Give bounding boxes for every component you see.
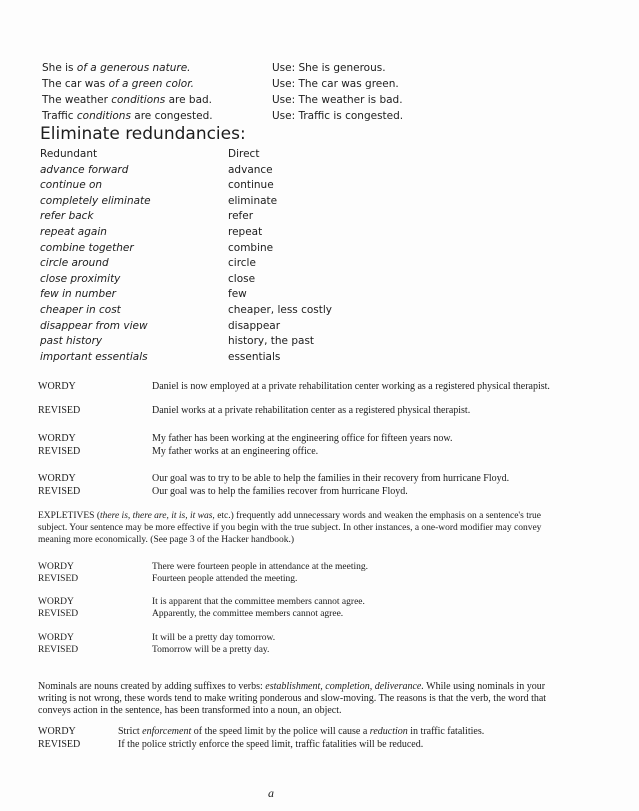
wordy-sentence: It will be a pretty day tomorrow. <box>152 633 276 643</box>
redundant-phrase: continue on <box>40 179 103 192</box>
text: are congested. <box>130 110 213 122</box>
wordy-revised-pair <box>38 726 598 754</box>
wordy-phrase <box>42 76 194 92</box>
direct-phrase: combine <box>228 241 274 254</box>
revised-sentence: Fourteen people attended the meeting. <box>152 574 298 584</box>
revised-sentence: If the police strictly enforce the speed limit, traffic fatalities will be reduced. <box>118 739 424 750</box>
wordy-revised-pair <box>38 381 598 421</box>
direct-phrase: close <box>228 272 256 285</box>
italic-text: conditions <box>76 110 131 122</box>
redundant-phrase: close proximity <box>40 272 121 285</box>
italic-text: of a generous nature. <box>76 62 191 74</box>
direct-phrase: disappear <box>228 319 281 332</box>
revised-sentence: Apparently, the committee members cannot agree. <box>152 609 344 619</box>
redundant-phrase: disappear from view <box>40 319 148 332</box>
wordy-label: WORDY <box>38 562 74 572</box>
redundant-phrase: important essentials <box>40 350 148 363</box>
italic-text: there is, there are, it is, it was, <box>100 511 215 521</box>
wordy-sentence <box>118 726 558 738</box>
use-phrase: Use: She is generous. <box>272 62 386 74</box>
redundancy-row <box>40 163 360 179</box>
uses-row <box>42 60 602 76</box>
section-heading: Eliminate redundancies: <box>40 124 246 144</box>
wordy-revised-pair <box>38 473 598 501</box>
revised-sentence: Daniel works at a private rehabilitation center as a registered physical therapist. <box>152 405 471 416</box>
redundant-phrase: few in number <box>40 288 116 301</box>
uses-row <box>42 76 602 92</box>
redundancy-row <box>40 350 360 366</box>
italic-text: establishment, completion, deliverance. <box>265 681 424 692</box>
wordy-label: WORDY <box>38 633 74 643</box>
text: Strict <box>118 726 143 737</box>
italic-text: enforcement <box>142 726 192 737</box>
text: etc.) frequently add unnecessary words and weaken the emphasis on a sentence's true subject. Your sentence may be more effective if you begin with the true subject. In other instances, a one-word modifier may convey meaning more economically. (See page 3 of the Hacker handbook.) <box>38 511 542 545</box>
revised-label: REVISED <box>38 446 81 457</box>
uses-row <box>42 92 602 108</box>
revised-label: REVISED <box>38 405 81 416</box>
direct-phrase: advance <box>228 163 273 176</box>
use-phrase: Use: Traffic is congested. <box>272 110 404 122</box>
redundant-phrase: completely eliminate <box>40 194 151 207</box>
direct-phrase: essentials <box>228 350 281 363</box>
redundant-phrase: circle around <box>40 257 109 270</box>
italic-text: reduction <box>369 726 408 737</box>
wordy-label: WORDY <box>38 597 74 607</box>
wordy-sentence: Daniel is now employed at a private rehabilitation center working as a registered physical therapist. <box>152 381 550 392</box>
revised-sentence: My father works at an engineering office. <box>152 446 319 457</box>
wordy-revised-pair <box>38 596 598 622</box>
redundancy-row <box>40 241 360 257</box>
revised-sentence: Tomorrow will be a pretty day. <box>152 645 270 655</box>
revised-label: REVISED <box>38 739 81 750</box>
redundant-phrase: advance forward <box>40 163 129 176</box>
wordy-sentence: It is apparent that the committee members cannot agree. <box>152 597 365 607</box>
nominals-paragraph <box>38 681 568 717</box>
redundancy-row <box>40 319 360 335</box>
redundancy-row <box>40 272 360 288</box>
text: Traffic <box>42 110 77 122</box>
wordy-sentence: There were fourteen people in attendance at the meeting. <box>152 562 369 572</box>
direct-phrase: few <box>228 288 247 301</box>
redundancy-header-row <box>40 147 360 163</box>
direct-phrase: cheaper, less costly <box>228 303 333 316</box>
direct-phrase: history, the past <box>228 335 315 348</box>
uses-section <box>42 60 602 124</box>
redundant-phrase: cheaper in cost <box>40 303 121 316</box>
wordy-revised-pair <box>38 433 598 461</box>
wordy-label: WORDY <box>38 381 76 392</box>
wordy-label: WORDY <box>38 433 76 444</box>
text: in traffic fatalities. <box>407 726 485 737</box>
direct-phrase: continue <box>228 179 274 192</box>
expletives-paragraph <box>38 510 558 546</box>
column-header-redundant: Redundant <box>40 148 98 160</box>
redundant-phrase: combine together <box>40 241 134 254</box>
redundancy-row <box>40 334 360 350</box>
redundancy-table <box>40 147 360 365</box>
redundant-phrase: refer back <box>40 210 94 223</box>
revised-label: REVISED <box>38 574 79 584</box>
redundant-phrase: past history <box>40 335 103 348</box>
wordy-sentence: Our goal was to try to be able to help the families in their recovery from hurricane Floyd. <box>152 473 510 484</box>
direct-phrase: repeat <box>228 225 263 238</box>
redundancy-row <box>40 178 360 194</box>
column-header-direct: Direct <box>228 148 260 160</box>
text: She is <box>42 62 77 74</box>
redundancy-row <box>40 194 360 210</box>
wordy-sentence: My father has been working at the engineering office for fifteen years now. <box>152 433 453 444</box>
use-phrase: Use: The weather is bad. <box>272 94 403 106</box>
revised-label: REVISED <box>38 486 81 497</box>
text: Nominals are nouns created by adding suffixes to verbs: <box>38 681 266 692</box>
direct-phrase: refer <box>228 210 254 223</box>
text: The car was <box>42 78 109 90</box>
text: The weather <box>42 94 112 106</box>
redundancy-row <box>40 287 360 303</box>
text: While using nominals in your writing is not wrong, these words tend to make writing ponderous and slow-moving. The reasons is that the verb, the word that conveys action in the sentence, has been transformed into a noun, an object. <box>38 681 547 716</box>
revised-sentence: Our goal was to help the families recover from hurricane Floyd. <box>152 486 408 497</box>
uses-row <box>42 108 602 124</box>
italic-text: conditions <box>111 94 166 106</box>
wordy-revised-pair <box>38 561 598 587</box>
direct-phrase: eliminate <box>228 194 278 207</box>
text: of the speed limit by the police will cause a <box>191 726 370 737</box>
redundancy-row <box>40 209 360 225</box>
redundancy-row <box>40 225 360 241</box>
wordy-phrase <box>42 92 212 108</box>
wordy-revised-pair <box>38 632 598 658</box>
text: EXPLETIVES ( <box>38 511 101 521</box>
redundant-phrase: repeat again <box>40 225 107 238</box>
italic-text: of a green color. <box>108 78 194 90</box>
redundancy-row <box>40 256 360 272</box>
direct-phrase: circle <box>228 257 256 270</box>
wordy-phrase <box>42 60 191 76</box>
page-number: a <box>268 786 274 800</box>
revised-label: REVISED <box>38 609 79 619</box>
wordy-label: WORDY <box>38 726 76 737</box>
wordy-label: WORDY <box>38 473 76 484</box>
redundancy-row <box>40 303 360 319</box>
text: are bad. <box>165 94 213 106</box>
wordy-phrase <box>42 108 213 124</box>
revised-label: REVISED <box>38 645 79 655</box>
use-phrase: Use: The car was green. <box>272 78 399 90</box>
